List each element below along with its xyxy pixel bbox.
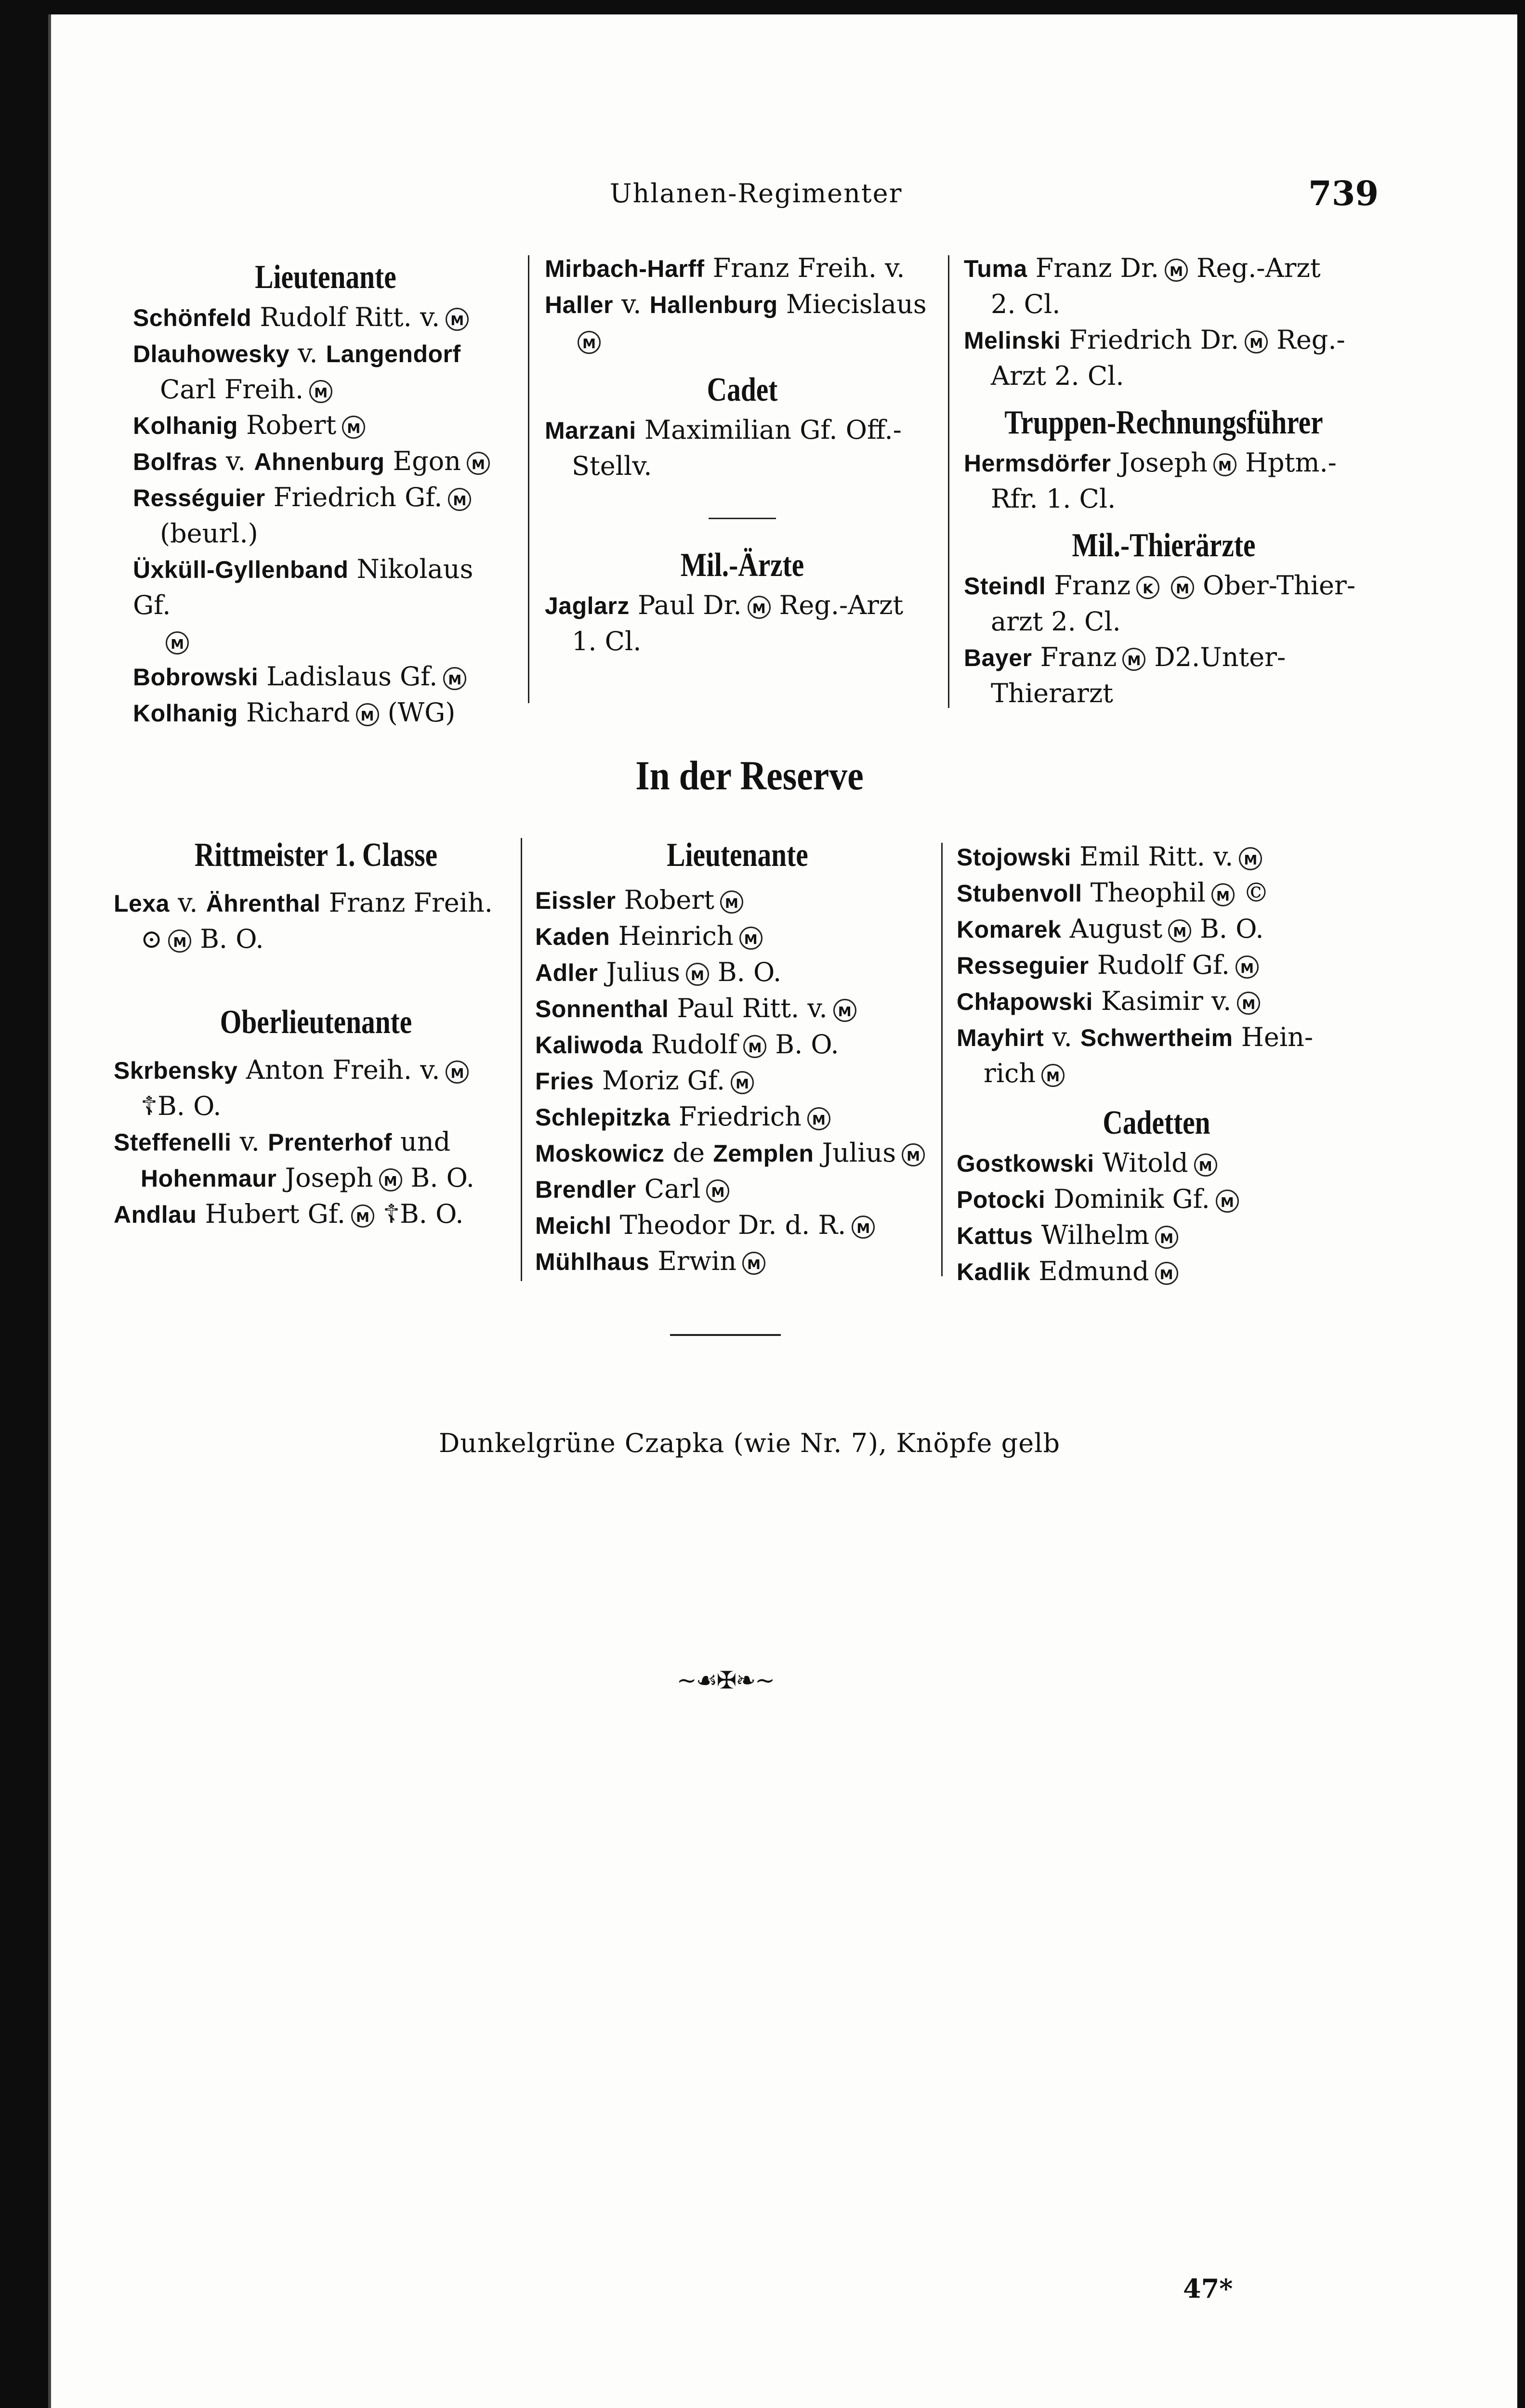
entry-name: Kadlik	[957, 1258, 1031, 1285]
cadet-lines	[545, 412, 940, 484]
entry-name: Skrbensky	[114, 1057, 238, 1084]
entry-line	[114, 1124, 518, 1160]
entry-text: Paul Ritt. v.	[669, 993, 828, 1023]
entry-name: Prenterhof	[268, 1129, 392, 1156]
entry-text: Nikolaus Gf.	[133, 554, 473, 620]
entry-text: D2.	[1154, 642, 1200, 672]
entry-line	[957, 1020, 1356, 1056]
entry-name: Meichl	[535, 1212, 612, 1239]
entry-line	[957, 875, 1356, 911]
entry-text: Reg.-	[1276, 325, 1345, 355]
entry-text: Hubert Gf.	[197, 1199, 346, 1229]
entry-text: Julius	[598, 957, 680, 987]
entry-text: Edmund	[1030, 1256, 1149, 1286]
separator-rule	[670, 1334, 781, 1336]
running-title: Uhlanen-Regimenter	[610, 178, 903, 209]
entry-line	[964, 322, 1364, 358]
entry-line	[964, 676, 1364, 711]
entry-text: B. O.	[775, 1029, 839, 1060]
entry-text: Friedrich Gf.	[265, 482, 443, 512]
entry-line	[133, 480, 518, 516]
entry-name: Langendorf	[326, 340, 461, 367]
reserve-right-lines	[957, 839, 1356, 1091]
entry-name: Kolhanig	[133, 700, 238, 727]
entry-text: Heinrich	[610, 921, 734, 951]
ornament-divider	[619, 1666, 831, 1694]
reserve-middle-column	[535, 833, 940, 1280]
entry-text: Franz Freih.	[320, 888, 493, 918]
entry-line	[545, 448, 940, 484]
merit-badge-icon: M	[833, 999, 856, 1022]
entry-name: Mühlhaus	[535, 1248, 650, 1275]
entry-line	[535, 882, 940, 918]
entry-text: Ladislaus Gf.	[258, 661, 438, 692]
entry-line	[133, 623, 518, 659]
entry-text: ⊙	[141, 924, 163, 954]
heading-truppen-rechnungsfuehrer: Truppen-Rechnungsführer	[1004, 404, 1323, 441]
entry-text: Franz Freih. v.	[704, 253, 905, 283]
column-rule	[941, 843, 943, 1276]
entry-name: Moskowicz	[535, 1140, 665, 1167]
entry-name: Üxküll-Gyllenband	[133, 556, 349, 583]
merit-badge-icon: M	[1245, 330, 1268, 353]
entry-line	[957, 1145, 1356, 1181]
entry-text: Arzt 2. Cl.	[991, 361, 1124, 391]
heading-rittmeister: Rittmeister 1. Classe	[194, 837, 438, 874]
entry-name: Jaglarz	[545, 592, 630, 619]
merit-badge-icon: M	[902, 1143, 925, 1166]
merit-badge-icon: M	[1239, 847, 1262, 870]
entry-text: Franz Dr.	[1027, 253, 1159, 283]
entry-text: Reg.-Arzt	[1196, 253, 1321, 283]
entry-text: Friedrich Dr.	[1061, 325, 1239, 355]
ornament-glyphs: ~☙✠❧~	[676, 1666, 775, 1694]
entry-text: Kasimir v.	[1092, 986, 1232, 1016]
document-page	[48, 14, 1517, 2408]
entry-line	[957, 839, 1356, 875]
entry-line	[133, 551, 518, 623]
oberlieutenante-lines	[114, 1052, 518, 1232]
top-left-column	[133, 255, 518, 731]
entry-text: Anton Freih. v.	[237, 1055, 440, 1085]
merit-badge-icon: M	[1213, 453, 1236, 476]
top-right-column	[964, 250, 1364, 711]
entry-line	[133, 516, 518, 551]
entry-name: Marzani	[545, 417, 636, 444]
merit-badge-icon: M	[1168, 919, 1191, 942]
entry-line	[535, 918, 940, 955]
entry-text: Joseph	[1111, 447, 1208, 478]
top-left-lines	[133, 300, 518, 731]
entry-text: Hein-	[1233, 1022, 1314, 1052]
merit-badge-icon: M	[1211, 883, 1235, 906]
entry-name: Hallenburg	[649, 291, 778, 318]
entry-text: v.	[231, 1126, 268, 1157]
entry-name: Melinski	[964, 327, 1061, 354]
entry-text: Ober-Thier-	[1203, 570, 1356, 601]
entry-name: Adler	[535, 959, 598, 986]
entry-text: Richard	[237, 697, 350, 728]
merit-badge-icon: M	[706, 1179, 729, 1203]
entry-text: Witold	[1094, 1148, 1188, 1178]
entry-text: ☦	[383, 1199, 400, 1229]
entry-text: Reg.-Arzt	[779, 590, 904, 620]
entry-line	[545, 287, 940, 323]
entry-text: B. O.	[400, 1199, 464, 1229]
entry-name: Komarek	[957, 916, 1062, 943]
entry-text: Rfr. 1. Cl.	[991, 484, 1116, 514]
heading-oberlieutenante: Oberlieutenante	[220, 1004, 412, 1041]
entry-line	[535, 1099, 940, 1135]
entry-name: Sonnenthal	[535, 995, 669, 1022]
merit-badge-icon: M	[807, 1107, 830, 1130]
merit-badge-icon: M	[446, 308, 469, 331]
entry-line	[133, 659, 518, 695]
entry-text: (WG)	[387, 697, 456, 728]
heading-mil-aerzte: Mil.-Ärzte	[680, 547, 804, 584]
entry-text: v.	[217, 446, 254, 476]
entry-text: Stellv.	[572, 451, 652, 481]
entry-text: v.	[613, 289, 650, 319]
column-rule	[528, 255, 529, 703]
entry-name: Bayer	[964, 644, 1032, 671]
merit-badge-icon: M	[739, 927, 762, 950]
merit-badge-icon: M	[1155, 1226, 1178, 1249]
entry-name: Dlauhowesky	[133, 340, 290, 367]
top-middle-column	[545, 250, 940, 659]
heading-mil-thieraerzte: Mil.-Thierärzte	[1072, 527, 1256, 564]
entry-text: ☦	[141, 1091, 158, 1121]
entry-text: Franz	[1032, 642, 1117, 672]
merit-badge-icon: M	[1216, 1190, 1239, 1213]
merit-badge-icon: M	[731, 1071, 754, 1094]
entry-line	[114, 885, 518, 921]
merit-badge-icon: M	[1171, 576, 1194, 599]
merit-badge-icon: M	[448, 488, 471, 511]
entry-text: Theophil	[1082, 877, 1206, 908]
cadetten-lines	[957, 1145, 1356, 1290]
entry-line	[133, 300, 518, 336]
signature-mark: 47*	[1183, 2273, 1233, 2304]
entry-line	[535, 1063, 940, 1099]
entry-line	[114, 1160, 518, 1196]
merit-badge-icon: M	[1237, 992, 1260, 1015]
entry-text: und	[392, 1126, 451, 1157]
entry-line	[957, 947, 1356, 983]
entry-text: Wilhelm	[1033, 1220, 1150, 1250]
rittmeister-lines	[114, 885, 518, 957]
entry-line	[545, 412, 940, 448]
entry-line	[535, 1171, 940, 1207]
entry-line	[133, 695, 518, 731]
entry-text: de	[664, 1138, 713, 1168]
entry-name: Lexa	[114, 890, 170, 917]
entry-line	[535, 1207, 940, 1243]
entry-text: Thierarzt	[991, 678, 1113, 708]
entry-name: Fries	[535, 1068, 594, 1095]
entry-name: Ährenthal	[206, 890, 321, 917]
reserve-left-column	[114, 833, 518, 1232]
entry-line	[957, 983, 1356, 1020]
merit-badge-icon: M	[168, 929, 191, 953]
entry-text: Robert	[237, 410, 337, 440]
entry-text: Carl	[636, 1174, 701, 1204]
heading-lieutenante: Lieutenante	[255, 259, 396, 296]
entry-text: Joseph	[276, 1163, 373, 1193]
entry-text: Franz	[1046, 570, 1131, 601]
merit-badge-icon: M	[1122, 648, 1145, 671]
entry-line	[114, 1052, 518, 1088]
entry-text: 1. Cl.	[572, 626, 642, 656]
entry-name: Tuma	[964, 255, 1027, 282]
entry-text: Miecislaus	[777, 289, 927, 319]
entry-line	[964, 640, 1364, 676]
merit-badge-icon: M	[1155, 1262, 1178, 1285]
merit-badge-icon: M	[1236, 955, 1259, 979]
entry-name: Eissler	[535, 887, 616, 914]
entry-name: Rességuier	[133, 484, 265, 511]
entry-text: Rudolf Ritt. v.	[251, 302, 440, 332]
merit-badge-icon: M	[467, 452, 490, 475]
merit-badge-icon: M	[379, 1168, 402, 1191]
heading-lieutenante-reserve: Lieutenante	[667, 837, 808, 874]
entry-line	[535, 1027, 940, 1063]
entry-line	[964, 287, 1364, 322]
entry-line	[114, 921, 518, 957]
entry-text: v.	[1044, 1022, 1080, 1052]
entry-line	[964, 358, 1364, 394]
entry-text: Moriz Gf.	[594, 1065, 725, 1096]
entry-text: B. O.	[717, 957, 782, 987]
entry-name: Hermsdörfer	[964, 450, 1111, 477]
entry-text: August	[1061, 914, 1163, 944]
entry-text: Egon	[384, 446, 461, 476]
entry-text: Carl Freih.	[160, 374, 304, 405]
entry-name: Stojowski	[957, 844, 1071, 871]
truppen-lines	[964, 445, 1364, 517]
merit-badge-icon: M	[686, 963, 709, 986]
entry-name: Steffenelli	[114, 1129, 232, 1156]
entry-name: Schlepitzka	[535, 1104, 670, 1131]
entry-name: Andlau	[114, 1201, 197, 1228]
column-rule	[948, 255, 949, 708]
merit-badge-icon: M	[742, 1252, 765, 1275]
entry-text: Robert	[616, 885, 714, 915]
heading-cadet: Cadet	[707, 371, 778, 408]
entry-text: B. O.	[410, 1163, 474, 1193]
merit-badge-icon: M	[1165, 259, 1188, 282]
entry-line	[957, 1254, 1356, 1290]
entry-name: Ahnenburg	[254, 448, 385, 475]
entry-line	[114, 1088, 518, 1124]
k-badge-icon: K	[1136, 576, 1159, 599]
heading-cadetten: Cadetten	[1103, 1104, 1210, 1141]
entry-name: Kolhanig	[133, 412, 238, 439]
entry-name: Schönfeld	[133, 304, 252, 331]
entry-text: B. O.	[200, 924, 264, 954]
entry-line	[957, 1181, 1356, 1217]
entry-name: Chłapowski	[957, 988, 1093, 1015]
merit-badge-icon: M	[342, 416, 365, 439]
entry-line	[964, 481, 1364, 517]
merit-badge-icon: M	[356, 703, 379, 726]
entry-text: ©	[1243, 877, 1269, 908]
entry-text: rich	[984, 1058, 1036, 1088]
entry-name: Stubenvoll	[957, 880, 1082, 907]
merit-badge-icon: M	[351, 1204, 374, 1228]
entry-name: Haller	[545, 291, 613, 318]
thier-lines	[964, 568, 1364, 711]
entry-line	[964, 604, 1364, 640]
entry-name: Kaliwoda	[535, 1032, 643, 1059]
entry-line	[957, 911, 1356, 947]
entry-text: B. O.	[158, 1091, 222, 1121]
entry-text: v.	[169, 888, 206, 918]
entry-text: v.	[289, 338, 326, 368]
section-title-reserve: In der Reserve	[635, 752, 864, 798]
entry-line	[535, 1243, 940, 1280]
merit-badge-icon: M	[1194, 1153, 1217, 1177]
entry-text: Maximilian Gf. Off.-	[636, 415, 902, 445]
entry-line	[545, 624, 940, 659]
column-rule	[521, 838, 522, 1281]
entry-line	[133, 372, 518, 407]
merit-badge-icon: M	[309, 380, 332, 403]
merit-badge-icon: M	[748, 596, 771, 619]
entry-name: Zemplen	[713, 1140, 814, 1167]
entry-line	[964, 568, 1364, 604]
reserve-right-column	[957, 839, 1356, 1290]
entry-line	[133, 444, 518, 480]
entry-name: Brendler	[535, 1176, 636, 1203]
entry-line	[535, 955, 940, 991]
entry-name: Potocki	[957, 1186, 1046, 1213]
merit-badge-icon: M	[166, 631, 189, 654]
merit-badge-icon: M	[743, 1035, 766, 1058]
entry-text: Erwin	[649, 1246, 736, 1276]
entry-text: 2. Cl.	[991, 289, 1061, 319]
entry-name: Steindl	[964, 573, 1046, 600]
entry-text: Dominik Gf.	[1045, 1184, 1210, 1214]
entry-name: Kattus	[957, 1222, 1033, 1249]
entry-text: Unter-	[1200, 642, 1286, 672]
entry-line	[964, 250, 1364, 287]
entry-name: Hohenmaur	[141, 1165, 277, 1192]
top-middle-lines	[545, 250, 940, 358]
entry-name: Bolfras	[133, 448, 218, 475]
entry-text: B. O.	[1200, 914, 1264, 944]
entry-text: Hptm.-	[1245, 447, 1337, 478]
entry-line	[957, 1056, 1356, 1091]
merit-badge-icon: M	[720, 890, 743, 914]
entry-name: Mayhirt	[957, 1024, 1044, 1051]
entry-line	[114, 1196, 518, 1232]
entry-text: (beurl.)	[160, 518, 258, 549]
entry-line	[545, 323, 940, 358]
entry-line	[957, 1217, 1356, 1254]
entry-name: Bobrowski	[133, 664, 259, 691]
entry-text: Julius	[814, 1138, 896, 1168]
uniform-note: Dunkelgrüne Czapka (wie Nr. 7), Knöpfe gelb	[438, 1428, 1061, 1458]
entry-name: Gostkowski	[957, 1150, 1094, 1177]
entry-text: Emil Ritt. v.	[1071, 841, 1234, 872]
entry-text: arzt 2. Cl.	[991, 606, 1121, 637]
merit-badge-icon: M	[446, 1060, 469, 1084]
entry-line	[545, 250, 940, 287]
top-right-lines	[964, 250, 1364, 394]
merit-badge-icon: M	[852, 1216, 875, 1239]
entry-name: Schwertheim	[1080, 1024, 1233, 1051]
entry-name: Resseguier	[957, 952, 1089, 979]
entry-text: Friedrich	[670, 1101, 802, 1132]
merit-badge-icon: M	[1041, 1064, 1065, 1087]
entry-line	[964, 445, 1364, 481]
aerzte-lines	[545, 588, 940, 659]
entry-text: Rudolf Gf.	[1089, 950, 1230, 980]
page-number: 739	[1308, 173, 1379, 213]
entry-line	[535, 1135, 940, 1171]
entry-line	[535, 991, 940, 1027]
entry-text: Rudolf	[643, 1029, 738, 1060]
entry-name: Mirbach-Harff	[545, 255, 705, 282]
entry-line	[133, 407, 518, 444]
merit-badge-icon: M	[443, 667, 466, 690]
entry-text: Theodor Dr. d. R.	[611, 1210, 846, 1240]
entry-line	[133, 336, 518, 372]
merit-badge-icon: M	[578, 331, 601, 354]
reserve-lieutenante-lines	[535, 882, 940, 1280]
entry-line	[545, 588, 940, 624]
entry-text: Paul Dr.	[629, 590, 742, 620]
short-rule	[709, 518, 776, 519]
entry-name: Kaden	[535, 923, 610, 950]
